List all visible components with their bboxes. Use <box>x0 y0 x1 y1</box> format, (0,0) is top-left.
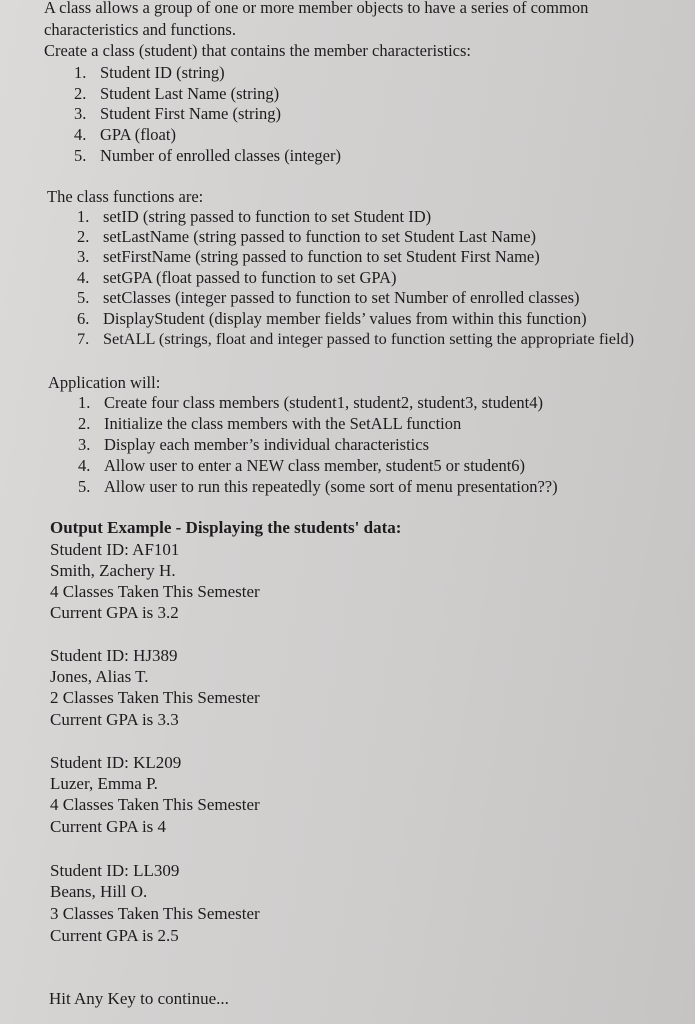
item-number: 1. <box>77 207 90 226</box>
intro-line-2: characteristics and functions. <box>44 20 236 39</box>
item-number: 6. <box>77 309 90 328</box>
item-text: DisplayStudent (display member fields’ values from within this function) <box>103 309 587 328</box>
student-classes: 3 Classes Taken This Semester <box>50 904 260 923</box>
student-name: Smith, Zachery H. <box>50 561 176 580</box>
item-text: setClasses (integer passed to function to set Number of enrolled classes) <box>103 288 580 307</box>
item-number: 1. <box>78 393 91 412</box>
function-item-3 <box>77 247 540 267</box>
application-item-4 <box>78 456 525 476</box>
item-number: 2. <box>77 227 90 246</box>
member-item-1 <box>74 63 225 83</box>
student-classes: 4 Classes Taken This Semester <box>50 795 260 814</box>
item-number: 2. <box>74 84 87 103</box>
member-item-3 <box>74 104 281 124</box>
function-item-7 <box>77 329 634 349</box>
intro-line-3: Create a class (student) that contains the member characteristics: <box>44 41 471 60</box>
item-number: 5. <box>74 146 87 165</box>
item-text: Allow user to enter a NEW class member, student5 or student6) <box>104 456 526 475</box>
student-gpa: Current GPA is 4 <box>50 817 167 836</box>
function-item-1 <box>77 207 431 227</box>
application-item-2 <box>78 414 461 434</box>
item-text: GPA (float) <box>100 125 176 144</box>
item-text: Number of enrolled classes (integer) <box>100 146 341 165</box>
student-gpa: Current GPA is 3.2 <box>50 603 179 622</box>
student-id: Student ID: KL209 <box>50 753 182 772</box>
item-text: Create four class members (student1, student2, student3, student4) <box>104 393 543 412</box>
item-text: setID (string passed to function to set Student ID) <box>103 207 432 226</box>
member-item-2 <box>74 84 279 104</box>
member-item-4 <box>74 125 176 145</box>
functions-heading: The class functions are: <box>47 187 204 206</box>
item-text: Student ID (string) <box>100 63 225 82</box>
student-id: Student ID: HJ389 <box>50 646 178 665</box>
item-text: Student First Name (string) <box>100 104 282 123</box>
item-number: 2. <box>78 414 91 433</box>
student-classes: 2 Classes Taken This Semester <box>50 688 260 707</box>
item-number: 3. <box>78 435 91 454</box>
item-number: 4. <box>74 125 87 144</box>
item-number: 7. <box>77 329 90 348</box>
item-number: 3. <box>77 247 90 266</box>
item-number: 4. <box>77 268 90 287</box>
output-heading: Output Example - Displaying the students' data: <box>50 518 402 537</box>
item-number: 5. <box>78 477 91 496</box>
student-name: Beans, Hill O. <box>50 882 148 901</box>
item-number: 5. <box>77 288 90 307</box>
member-item-5 <box>74 146 341 166</box>
student-id: Student ID: AF101 <box>50 540 180 559</box>
function-item-6 <box>77 309 587 329</box>
item-number: 1. <box>74 63 87 82</box>
item-text: Allow user to run this repeatedly (some sort of menu presentation??) <box>104 477 558 496</box>
function-item-5 <box>77 288 580 308</box>
function-item-2 <box>77 227 536 247</box>
continue-prompt: Hit Any Key to continue... <box>49 989 229 1008</box>
intro-line-1: A class allows a group of one or more member objects to have a series of common <box>44 0 589 17</box>
item-text: Initialize the class members with the SetALL function <box>104 414 462 433</box>
function-item-4 <box>77 268 396 288</box>
student-classes: 4 Classes Taken This Semester <box>50 582 260 601</box>
application-item-1 <box>78 393 543 413</box>
item-text: setGPA (float passed to function to set GPA) <box>103 268 397 287</box>
item-text: Display each member’s individual characteristics <box>104 435 429 454</box>
application-heading: Application will: <box>48 373 161 392</box>
application-item-5 <box>78 477 558 497</box>
application-item-3 <box>78 435 429 455</box>
student-gpa: Current GPA is 3.3 <box>50 710 179 729</box>
student-name: Jones, Alias T. <box>50 667 149 686</box>
item-text: setFirstName (string passed to function to set Student First Name) <box>103 247 540 266</box>
item-text: setLastName (string passed to function to set Student Last Name) <box>103 227 537 246</box>
item-number: 4. <box>78 456 91 475</box>
student-id: Student ID: LL309 <box>50 861 180 880</box>
item-number: 3. <box>74 104 87 123</box>
item-text: SetALL (strings, float and integer passed to function setting the appropriate field) <box>103 329 635 348</box>
student-gpa: Current GPA is 2.5 <box>50 926 179 945</box>
student-name: Luzer, Emma P. <box>50 774 158 793</box>
item-text: Student Last Name (string) <box>100 84 280 103</box>
